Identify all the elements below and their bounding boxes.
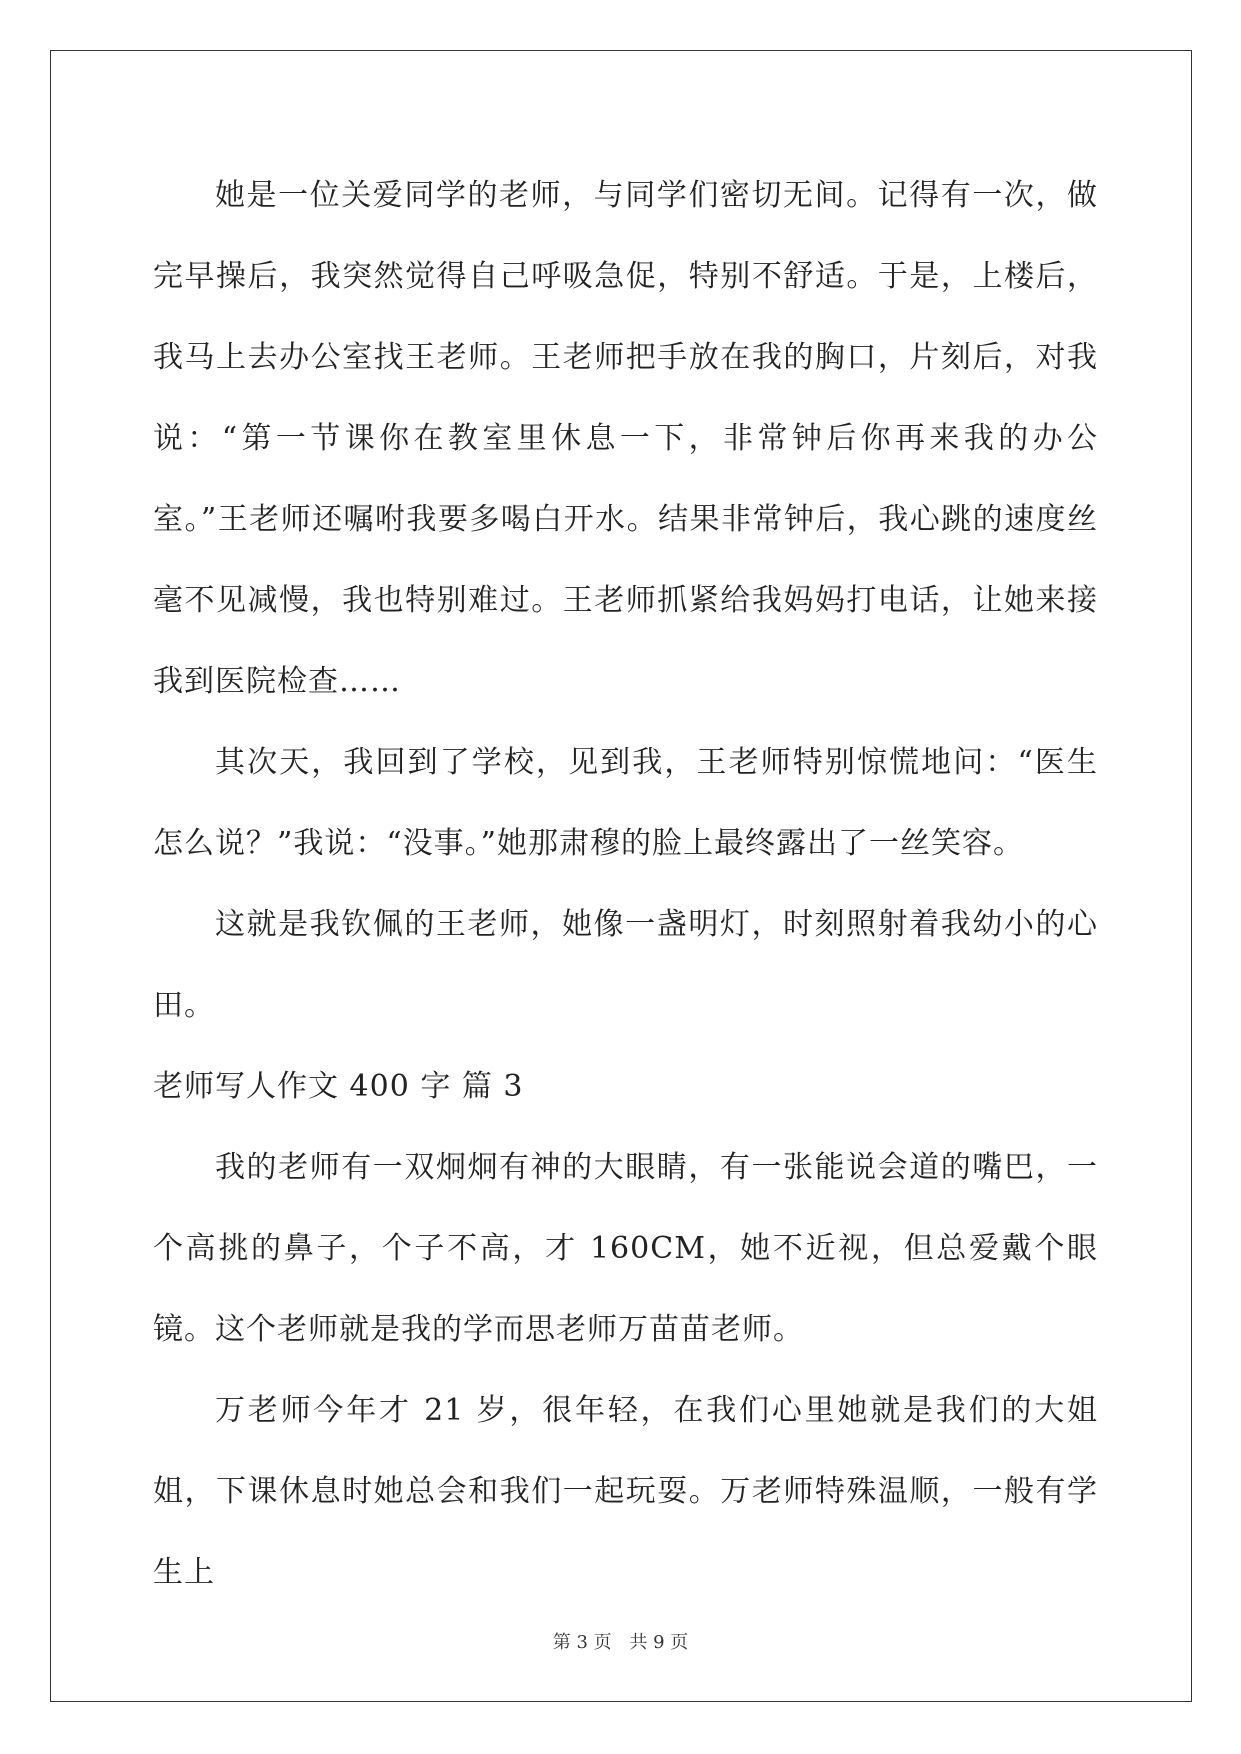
page-number-current: 第 3 页 — [552, 1632, 612, 1653]
paragraph-1: 她是一位关爱同学的老师，与同学们密切无间。记得有一次，做完早操后，我突然觉得自己呼吸急促，特别不舒适。于是，上楼后，我马上去办公室找王老师。王老师把手放在我的胸口，片刻后，对我说：“第一节课你在教室里休息一下，非常钟后你再来我的办公室。”王老师还嘱咐我要多喝白开水。结果非常钟后，我心跳的速度丝毫不见减慢，我也特别难过。王老师抓紧给我妈妈打电话，让她来接我到医院检查…… — [153, 178, 1098, 699]
paragraph-2: 其次天，我回到了学校，见到我，王老师特别惊慌地问：“医生怎么说？”我说：“没事。”她那肃穆的脸上最终露出了一丝笑容。 — [153, 745, 1098, 861]
section-heading: 老师写人作文 400 字 篇 3 — [153, 1069, 524, 1104]
page-number-total: 共 9 页 — [629, 1632, 689, 1653]
page-footer — [0, 1628, 1241, 1654]
paragraph-4: 我的老师有一双炯炯有神的大眼睛，有一张能说会道的嘴巴，一个高挑的鼻子，个子不高，才 160CM，她不近视，但总爱戴个眼镜。这个老师就是我的学而思老师万苗苗老师。 — [153, 1150, 1098, 1347]
document-body — [153, 155, 1098, 1613]
paragraph-3: 这就是我钦佩的王老师，她像一盏明灯，时刻照射着我幼小的心田。 — [153, 907, 1098, 1023]
paragraph-5: 万老师今年才 21 岁，很年轻，在我们心里她就是我们的大姐姐，下课休息时她总会和我们一起玩耍。万老师特殊温顺，一般有学生上 — [153, 1393, 1098, 1590]
